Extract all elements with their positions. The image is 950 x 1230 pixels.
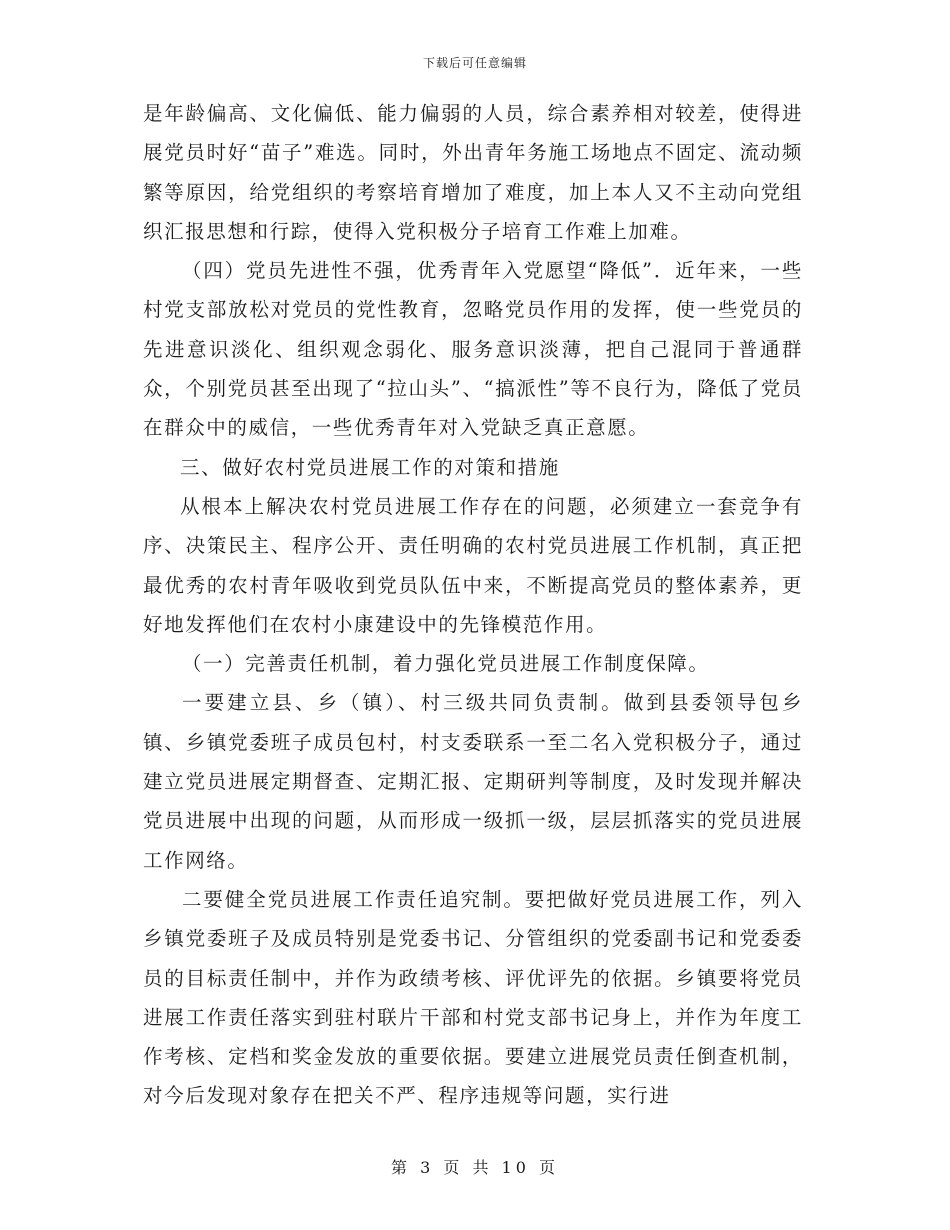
page-header: 下载后可任意编辑: [422, 56, 527, 70]
page-number-footer: 第 3 页 共 10 页: [391, 1158, 559, 1177]
section-heading: 三、做好农村党员进展工作的对策和措施: [180, 455, 560, 479]
paragraph-continuation: 是年龄偏高、文化偏低、能力偏弱的人员，综合素养相对较差，使得进展党员时好“苗子”难选。同时，外出青年务施工场地点不固定、流动频繁等原因，给党组织的考察培育增加了难度，加上本人又不主动向党组织汇报思想和行踪，使得入党积极分子培育工作难上加难。: [143, 102, 803, 243]
paragraph-intro: 从根本上解决农村党员进展工作存在的问题，必须建立一套竞争有序、决策民主、程序公开、责任明确的农村党员进展工作机制，真正把最优秀的农村青年吸收到党员队伍中来，不断提高党员的整体素养，更好地发挥他们在农村小康建设中的先锋模范作用。: [143, 494, 803, 636]
paragraph-point-one: 一要建立县、乡（镇）、村三级共同负责制。做到县委领导包乡镇、乡镇党委班子成员包村，村支委联系一至二名入党积极分子，通过建立党员进展定期督查、定期汇报、定期研判等制度，及时发现并解决党员进展中出现的问题，从而形成一级抓一级，层层抓落实的党员进展工作网络。: [143, 691, 803, 872]
subsection-heading: （一）完善责任机制，着力强化党员进展工作制度保障。: [182, 652, 710, 676]
paragraph-point-two: 二要健全党员进展工作责任追究制。要把做好党员进展工作，列入乡镇党委班子及成员特别是党委书记、分管组织的党委副书记和党委委员的目标责任制中，并作为政绩考核、评优评先的依据。乡镇要将党员进展工作责任落实到驻村联片干部和村党支部书记身上，并作为年度工作考核、定档和奖金发放的重要依据。要建立进展党员责任倒查机制，对今后发现对象存在把关不严、程序违规等问题，实行进: [143, 887, 803, 1108]
paragraph-section-four: （四）党员先进性不强，优秀青年入党愿望“降低”．近年来，一些村党支部放松对党员的党性教育，忽略党员作用的发挥，使一些党员的先进意识淡化、组织观念弱化、服务意识淡薄，把自己混同于普通群众，个别党员甚至出现了“拉山头”、“搞派性”等不良行为，降低了党员在群众中的威信，一些优秀青年对入党缺乏真正意愿。: [143, 259, 803, 440]
document-body: [143, 94, 803, 1116]
